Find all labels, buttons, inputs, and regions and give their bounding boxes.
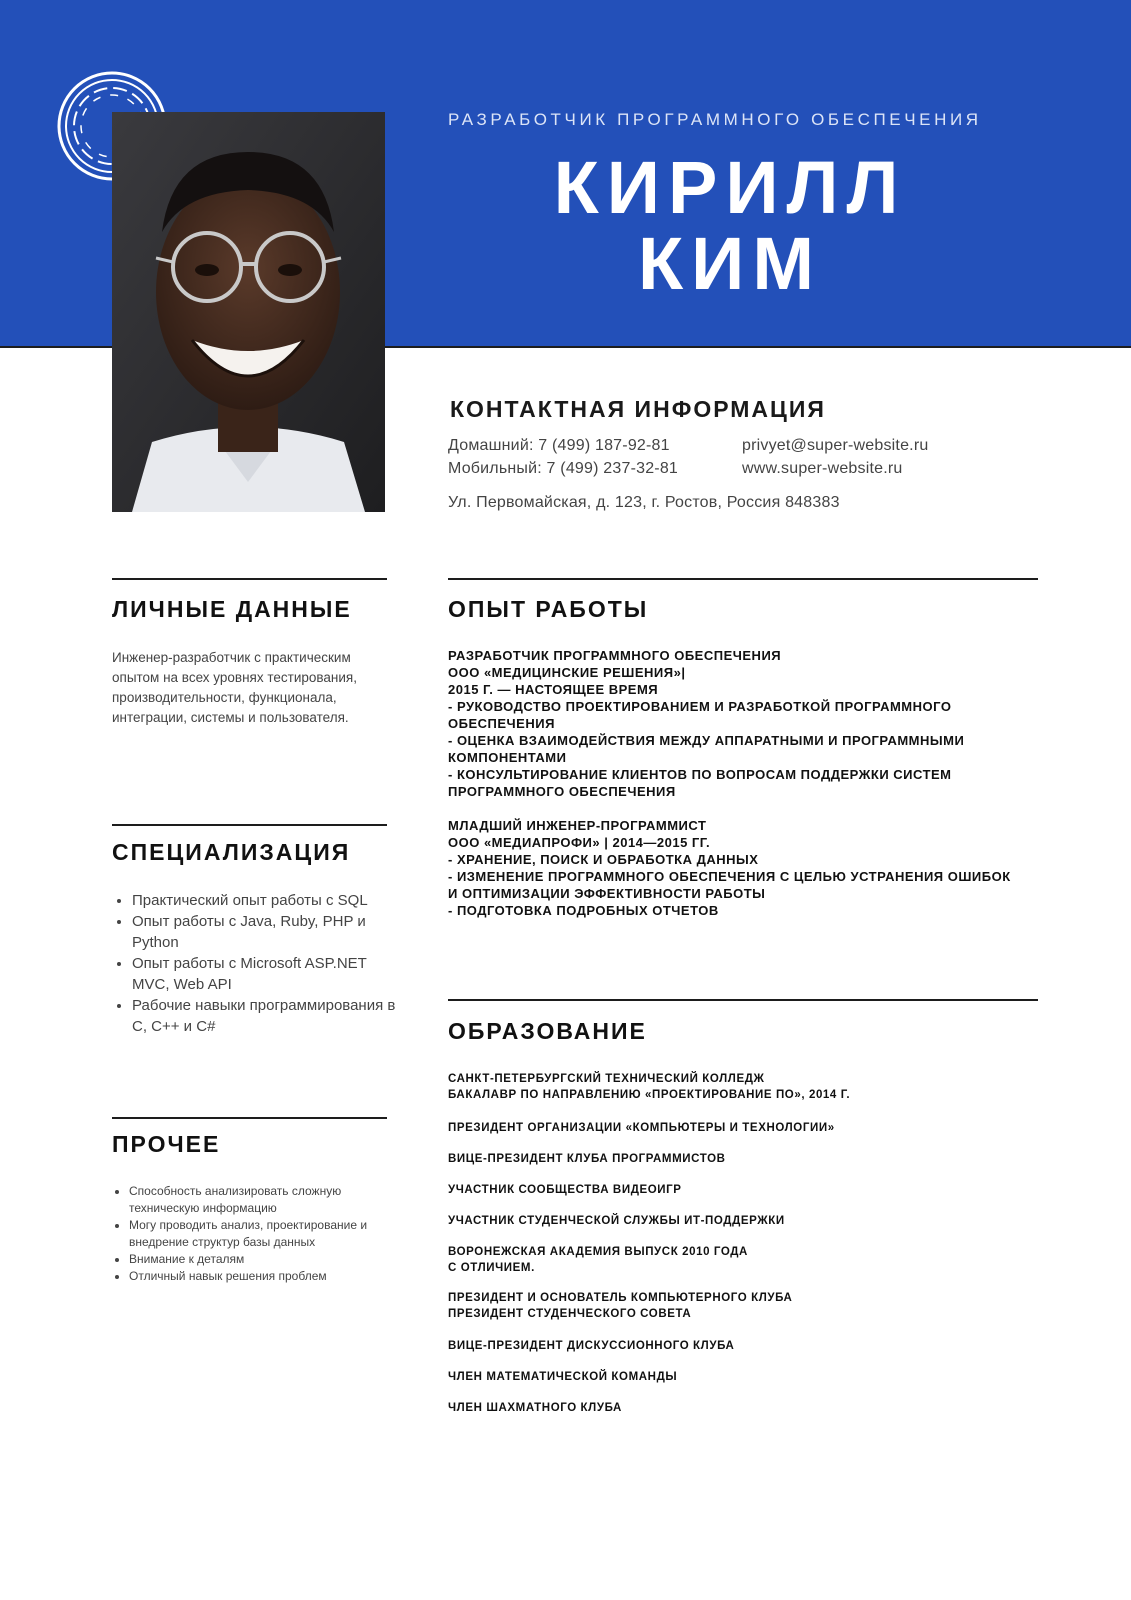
job-line: МЛАДШИЙ ИНЖЕНЕР-ПРОГРАММИСТ xyxy=(448,818,707,833)
mobile-phone: Мобильный: 7 (499) 237-32-81 xyxy=(448,460,679,477)
list-item: • Опыт работы с Microsoft ASP.NET MVC, Web API xyxy=(132,953,407,995)
portrait-image xyxy=(112,112,385,512)
last-name: КИМ xyxy=(638,222,822,305)
job-line: ОБЕСПЕЧЕНИЯ xyxy=(448,716,555,731)
education-line: САНКТ-ПЕТЕРБУРГСКИЙ ТЕХНИЧЕСКИЙ КОЛЛЕДЖ xyxy=(448,1073,765,1085)
job-line: - ИЗМЕНЕНИЕ ПРОГРАММНОГО ОБЕСПЕЧЕНИЯ С ЦЕЛЬЮ УСТРАНЕНИЯ ОШИБОК xyxy=(448,869,1011,884)
education-line: ЧЛЕН МАТЕМАТИЧЕСКОЙ КОМАНДЫ xyxy=(448,1371,678,1383)
education-line: С ОТЛИЧИЕМ. xyxy=(448,1262,535,1274)
list-item: • Внимание к деталям xyxy=(129,1251,409,1268)
education-item xyxy=(448,1151,726,1167)
job-line: 2015 Г. — НАСТОЯЩЕЕ ВРЕМЯ xyxy=(448,682,659,697)
specialization-heading: СПЕЦИАЛИЗАЦИЯ xyxy=(112,839,351,865)
job-line: - ОЦЕНКА ВЗАИМОДЕЙСТВИЯ МЕЖДУ АППАРАТНЫМИ И ПРОГРАММНЫМИ xyxy=(448,733,965,748)
experience-heading: ОПЫТ РАБОТЫ xyxy=(448,596,649,622)
job-line: - РУКОВОДСТВО ПРОЕКТИРОВАНИЕМ И РАЗРАБОТКОЙ ПРОГРАММНОГО xyxy=(448,699,952,714)
address: Ул. Первомайская, д. 123, г. Ростов, Россия 848383 xyxy=(448,494,840,511)
email-link[interactable]: privyet@super-website.ru xyxy=(742,437,929,454)
education-item xyxy=(448,1182,682,1198)
other-list xyxy=(112,1183,409,1285)
contact-heading: КОНТАКТНАЯ ИНФОРМАЦИЯ xyxy=(450,396,826,422)
list-item: • Могу проводить анализ, проектирование и внедрение структур базы данных xyxy=(129,1217,409,1251)
profile-photo xyxy=(112,112,385,512)
education-item xyxy=(448,1338,734,1354)
education-line: УЧАСТНИК СТУДЕНЧЕСКОЙ СЛУЖБЫ ИТ-ПОДДЕРЖКИ xyxy=(448,1215,785,1227)
website-link[interactable]: www.super-website.ru xyxy=(742,460,903,477)
job-line: ООО «МЕДИЦИНСКИЕ РЕШЕНИЯ»| xyxy=(448,665,686,680)
education-item xyxy=(448,1400,622,1416)
list-item: • Опыт работы с Java, Ruby, PHP и Python xyxy=(132,911,407,953)
education-line: УЧАСТНИК СООБЩЕСТВА ВИДЕОИГР xyxy=(448,1184,682,1196)
personal-heading: ЛИЧНЫЕ ДАННЫЕ xyxy=(112,596,352,622)
education-line: ВОРОНЕЖСКАЯ АКАДЕМИЯ ВЫПУСК 2010 ГОДА xyxy=(448,1246,748,1258)
list-item: • Способность анализировать сложную техническую информацию xyxy=(129,1183,409,1217)
education-line: ЧЛЕН ШАХМАТНОГО КЛУБА xyxy=(448,1402,622,1414)
experience-divider xyxy=(448,578,1038,580)
specialization-list xyxy=(112,890,407,1037)
job-line: КОМПОНЕНТАМИ xyxy=(448,750,567,765)
job-line: - ПОДГОТОВКА ПОДРОБНЫХ ОТЧЕТОВ xyxy=(448,903,719,918)
education-heading: ОБРАЗОВАНИЕ xyxy=(448,1018,647,1044)
education-line: ПРЕЗИДЕНТ ОРГАНИЗАЦИИ «КОМПЬЮТЕРЫ И ТЕХНОЛОГИИ» xyxy=(448,1122,835,1134)
home-phone: Домашний: 7 (499) 187-92-81 xyxy=(448,437,670,454)
education-line: БАКАЛАВР ПО НАПРАВЛЕНИЮ «ПРОЕКТИРОВАНИЕ ПО», 2014 Г. xyxy=(448,1089,851,1101)
job-title: РАЗРАБОТЧИК ПРОГРАММНОГО ОБЕСПЕЧЕНИЯ xyxy=(448,110,982,129)
job-line: РАЗРАБОТЧИК ПРОГРАММНОГО ОБЕСПЕЧЕНИЯ xyxy=(448,648,782,663)
education-line: ВИЦЕ-ПРЕЗИДЕНТ ДИСКУССИОННОГО КЛУБА xyxy=(448,1340,735,1352)
education-item xyxy=(448,1290,792,1322)
other-heading: ПРОЧЕЕ xyxy=(112,1131,221,1157)
education-line: ВИЦЕ-ПРЕЗИДЕНТ КЛУБА ПРОГРАММИСТОВ xyxy=(448,1153,726,1165)
job-entry-1 xyxy=(448,647,1048,800)
list-item: • Отличный навык решения проблем xyxy=(129,1268,409,1285)
other-divider xyxy=(112,1117,387,1119)
personal-summary: Инженер-разработчик с практическим опытом на всех уровнях тестирования, производительности, функционала, интеграции, системы и пользователя. xyxy=(112,650,357,725)
education-item xyxy=(448,1120,835,1136)
job-line: - ХРАНЕНИЕ, ПОИСК И ОБРАБОТКА ДАННЫХ xyxy=(448,852,759,867)
job-entry-2 xyxy=(448,817,1048,919)
education-item xyxy=(448,1213,785,1229)
education-item xyxy=(448,1369,677,1385)
job-line: ООО «МЕДИАПРОФИ» | 2014—2015 ГГ. xyxy=(448,835,711,850)
education-divider xyxy=(448,999,1038,1001)
education-item xyxy=(448,1071,850,1103)
personal-divider xyxy=(112,578,387,580)
specialization-divider xyxy=(112,824,387,826)
list-item: • Практический опыт работы с SQL xyxy=(132,890,407,911)
education-line: ПРЕЗИДЕНТ И ОСНОВАТЕЛЬ КОМПЬЮТЕРНОГО КЛУБА xyxy=(448,1292,793,1304)
job-line: И ОПТИМИЗАЦИИ ЭФФЕКТИВНОСТИ РАБОТЫ xyxy=(448,886,766,901)
job-line: ПРОГРАММНОГО ОБЕСПЕЧЕНИЯ xyxy=(448,784,676,799)
full-name xyxy=(530,146,930,305)
first-name: КИРИЛЛ xyxy=(553,146,907,229)
education-line: ПРЕЗИДЕНТ СТУДЕНЧЕСКОГО СОВЕТА xyxy=(448,1308,692,1320)
education-item xyxy=(448,1244,748,1276)
job-line: - КОНСУЛЬТИРОВАНИЕ КЛИЕНТОВ ПО ВОПРОСАМ ПОДДЕРЖКИ СИСТЕМ xyxy=(448,767,952,782)
list-item: • Рабочие навыки программирования в C, C++ и C# xyxy=(132,995,407,1037)
